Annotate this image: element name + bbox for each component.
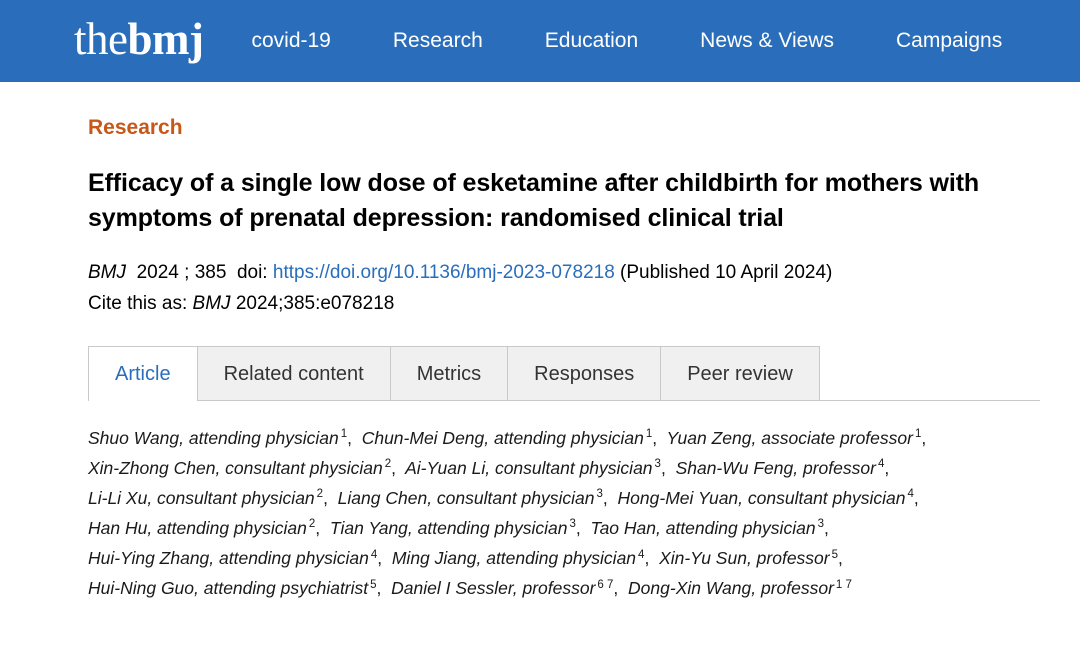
bmj-logo[interactable] [74, 13, 204, 64]
logo-the: the [74, 13, 128, 64]
author-name: Shan-Wu Feng, professor [675, 458, 876, 479]
doi-link[interactable]: https://doi.org/10.1136/bmj-2023-078218 [272, 262, 615, 283]
author-separator: , [652, 428, 658, 448]
tab-article[interactable]: Article [88, 346, 198, 401]
nav-item-education[interactable]: Education [544, 29, 639, 52]
article-tabs [88, 346, 1040, 401]
author-list [88, 423, 1040, 604]
author-item[interactable] [88, 548, 382, 568]
author-name: Liang Chen, consultant physician [337, 488, 595, 509]
article-section-kicker[interactable]: Research [88, 116, 183, 139]
author-item[interactable] [391, 578, 618, 598]
author-name: Yuan Zeng, associate professor [666, 428, 913, 448]
author-separator: , [884, 458, 890, 479]
author-affiliation-marker[interactable]: 1 [914, 428, 922, 441]
author-affiliation-marker[interactable]: 6 7 [597, 578, 614, 591]
author-separator: , [913, 488, 919, 509]
primary-nav [247, 29, 1033, 53]
author-item[interactable] [88, 488, 328, 508]
cite-this-as-journal: BMJ [192, 292, 231, 314]
author-item[interactable] [88, 458, 396, 478]
author-item[interactable] [405, 458, 666, 478]
author-item[interactable] [330, 518, 581, 538]
author-separator: , [315, 518, 321, 539]
citation-volume: 385 [194, 262, 227, 283]
author-name: Daniel I Sessler, professor [391, 578, 596, 599]
author-name: Ai-Yuan Li, consultant physician [405, 458, 653, 479]
author-name: Hui-Ning Guo, attending psychiatrist [88, 578, 369, 599]
citation-year: 2024 [136, 262, 179, 283]
author-item[interactable] [88, 518, 320, 538]
page-title: Efficacy of a single low dose of esketamine after childbirth for mothers with symptoms of prenatal depression: randomised clinical trial [88, 169, 980, 232]
author-item[interactable] [88, 428, 352, 448]
author-name: Dong-Xin Wang, professor [628, 578, 834, 599]
author-affiliation-marker[interactable]: 1 [645, 428, 653, 441]
nav-item-covid-19[interactable]: covid-19 [251, 29, 331, 52]
author-affiliation-marker[interactable]: 4 [907, 488, 914, 501]
author-name: Hong-Mei Yuan, consultant physician [617, 488, 906, 509]
author-affiliation-marker[interactable]: 2 [316, 488, 324, 501]
author-separator: , [660, 458, 666, 479]
author-affiliation-marker[interactable]: 2 [384, 458, 392, 471]
author-name: Shuo Wang, attending physician [88, 428, 339, 448]
author-name: Li-Li Xu, consultant physician [88, 488, 315, 509]
author-affiliation-marker[interactable]: 1 7 [835, 578, 852, 591]
site-header [0, 0, 1080, 82]
nav-item-campaigns[interactable]: Campaigns [896, 29, 1003, 52]
author-separator: , [921, 428, 927, 448]
author-separator: , [347, 428, 352, 448]
author-separator: , [377, 548, 383, 569]
author-item[interactable] [667, 428, 927, 448]
author-separator: , [323, 488, 328, 509]
author-affiliation-marker[interactable]: 4 [638, 548, 645, 561]
author-separator: , [644, 548, 650, 569]
article-main [0, 82, 1080, 604]
citation-line [88, 259, 1040, 288]
author-name: Xin-Zhong Chen, consultant physician [88, 458, 383, 479]
author-name: Han Hu, attending physician [88, 518, 307, 539]
author-name: Ming Jiang, attending physician [391, 548, 637, 569]
cite-this-as-prefix: Cite this as: [88, 292, 188, 314]
author-affiliation-marker[interactable]: 4 [877, 458, 885, 471]
author-item[interactable] [659, 548, 843, 568]
author-item[interactable] [618, 488, 919, 508]
citation-journal: BMJ [88, 262, 126, 283]
author-separator: , [823, 518, 829, 539]
nav-item-research[interactable]: Research [392, 29, 483, 52]
author-affiliation-marker[interactable]: 5 [831, 548, 839, 561]
author-affiliation-marker[interactable]: 5 [370, 578, 377, 591]
author-affiliation-marker[interactable]: 3 [569, 518, 576, 531]
author-name: Xin-Yu Sun, professor [659, 548, 830, 569]
author-name: Tao Han, attending physician [590, 518, 816, 539]
author-affiliation-marker[interactable]: 3 [654, 458, 661, 471]
author-affiliation-marker[interactable]: 3 [817, 518, 824, 531]
author-separator: , [602, 488, 608, 509]
citation-separator: ; [184, 262, 190, 283]
tab-related-content[interactable]: Related content [197, 346, 391, 400]
author-item[interactable] [590, 518, 828, 538]
cite-this-as [88, 290, 1040, 319]
cite-this-as-reference: 2024;385:e078218 [235, 292, 395, 314]
doi-label: doi: [236, 262, 268, 283]
author-item[interactable] [628, 578, 852, 598]
author-item[interactable] [362, 428, 657, 448]
author-item[interactable] [338, 488, 608, 508]
published-date: (Published 10 April 2024) [620, 262, 833, 283]
author-name: Tian Yang, attending physician [329, 518, 568, 539]
nav-item-news-and-views[interactable]: News & Views [700, 29, 834, 52]
author-item[interactable] [392, 548, 649, 568]
author-separator: , [838, 548, 843, 569]
author-name: Chun-Mei Deng, attending physician [361, 428, 644, 448]
author-item[interactable] [88, 578, 381, 598]
logo-bmj: bmj [127, 13, 204, 64]
tab-metrics[interactable]: Metrics [390, 346, 508, 400]
author-separator: , [575, 518, 581, 539]
author-affiliation-marker[interactable]: 3 [596, 488, 603, 501]
author-separator: , [391, 458, 397, 479]
author-separator: , [613, 578, 619, 599]
author-affiliation-marker[interactable]: 1 [340, 428, 348, 441]
author-affiliation-marker[interactable]: 4 [370, 548, 378, 561]
author-item[interactable] [676, 458, 890, 478]
author-affiliation-marker[interactable]: 2 [308, 518, 316, 531]
author-name: Hui-Ying Zhang, attending physician [88, 548, 369, 569]
tab-responses[interactable]: Responses [507, 346, 661, 400]
tab-peer-review[interactable]: Peer review [660, 346, 820, 400]
author-separator: , [376, 578, 382, 599]
